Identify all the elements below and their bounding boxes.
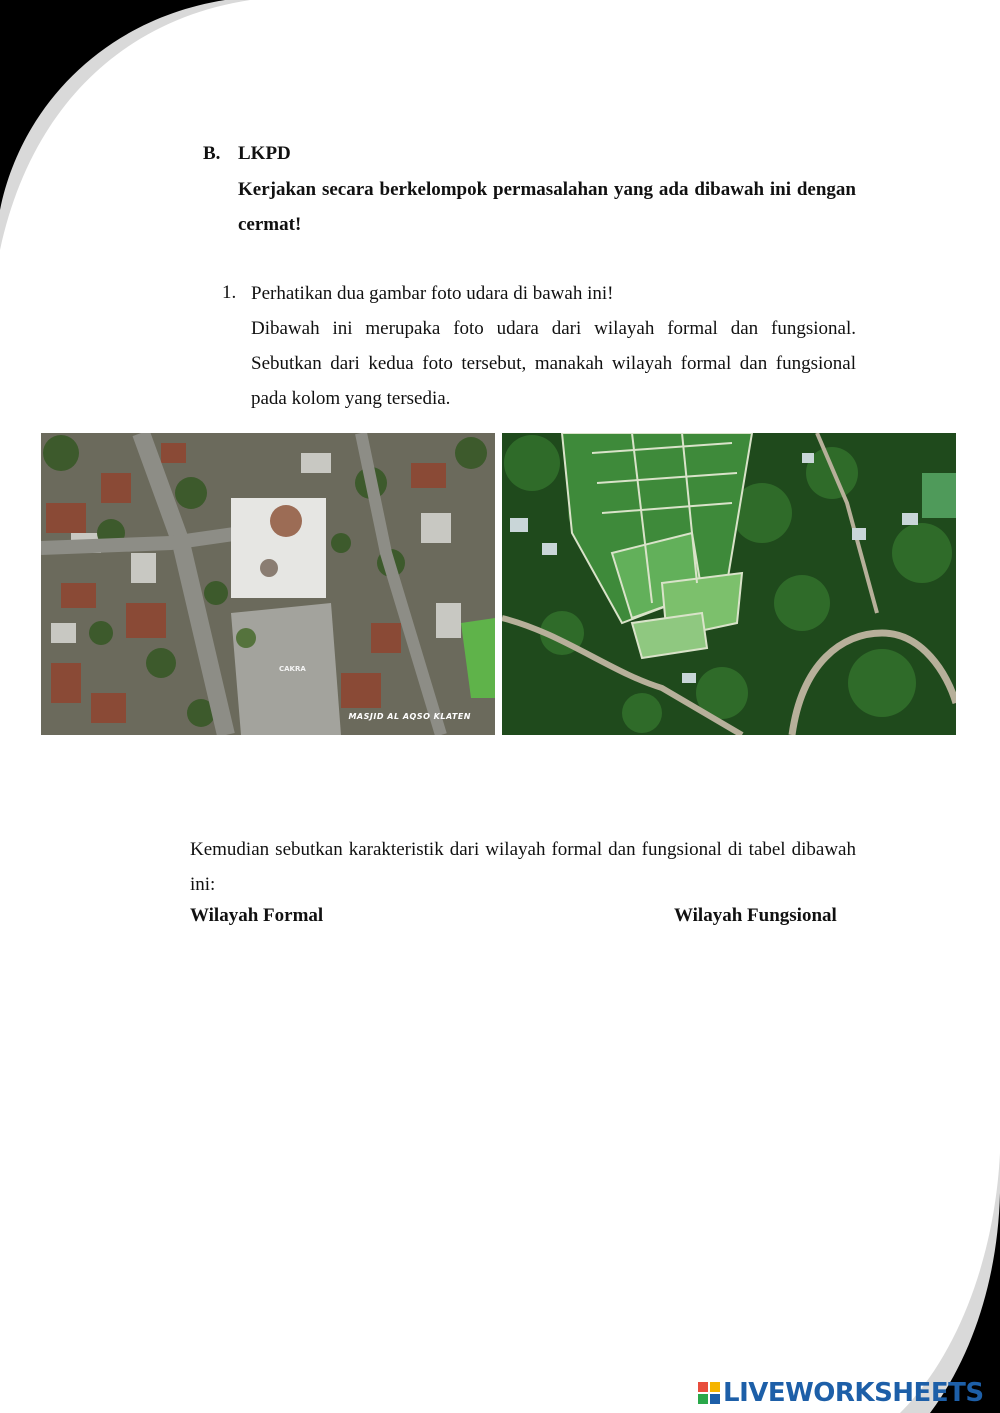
question-text [251, 276, 856, 416]
liveworksheets-brand [698, 1376, 984, 1410]
aerial-photo-functional-region [502, 433, 956, 735]
top-left-corner-decoration [0, 0, 260, 260]
aerial-photo-formal-region [41, 433, 495, 735]
section-instruction: Kerjakan secara berkelompok permasalahan yang ada dibawah ini dengan cermat! [238, 179, 856, 235]
bottom-right-corner-decoration [880, 1153, 1000, 1413]
liveworksheets-logo-icon [698, 1382, 720, 1404]
followup-instruction: Kemudian sebutkan karakteristik dari wilayah formal dan fungsional di tabel dibawah ini: [190, 839, 856, 895]
column-heading-formal: Wilayah Formal [190, 905, 324, 926]
brand-name: LIVEWORKSHEETS [723, 1378, 984, 1408]
section-heading [203, 143, 291, 165]
question-first-line: Perhatikan dua gambar foto udara di bawah ini! [251, 283, 614, 304]
section-letter: B. [203, 143, 221, 164]
cakra-logo: CAKRA [279, 665, 306, 673]
section-title: LKPD [238, 143, 291, 164]
question-number: 1. [222, 282, 237, 303]
question-body: Dibawah ini merupaka foto udara dari wilayah formal dan fungsional. Sebutkan dari kedua foto tersebut, manakah wilayah formal dan fungsional pada kolom yang tersedia. [251, 318, 856, 409]
column-heading-functional: Wilayah Fungsional [674, 905, 837, 926]
photo-caption: MASJID AL AQSO KLATEN [348, 712, 471, 721]
